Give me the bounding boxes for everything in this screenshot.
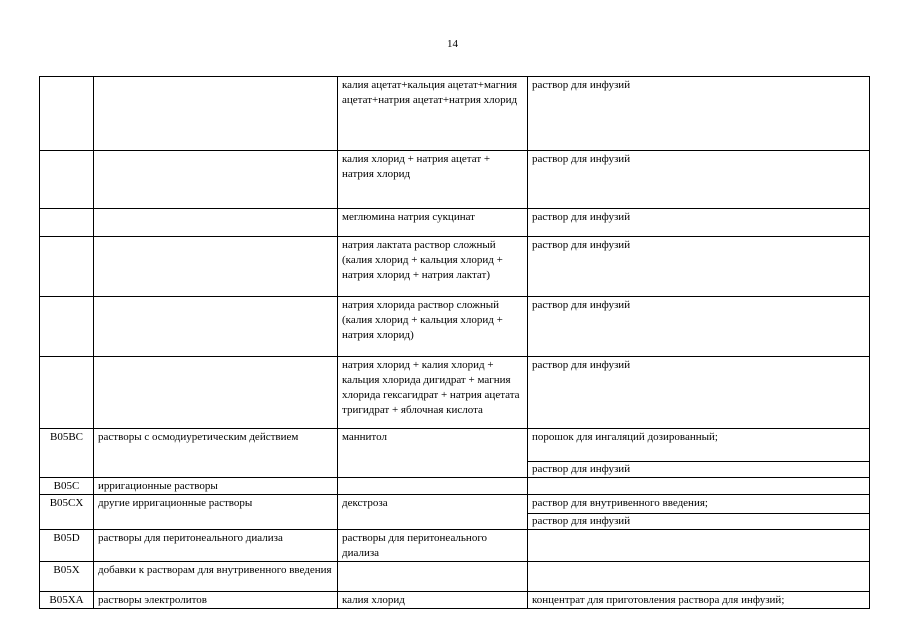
table-row [40, 209, 870, 237]
atc-group-cell [94, 209, 338, 237]
drug-name-cell [338, 478, 528, 495]
table-row [40, 592, 870, 609]
atc-group-cell [94, 297, 338, 357]
drug-name-cell: калия хлорид [338, 592, 528, 609]
atc-code-cell: B05C [40, 478, 94, 495]
drug-name-cell: натрия хлорид + калия хлорид + кальция хлорида дигидрат + магния хлорида гексагидрат + натрия ацетата тригидрат + яблочная кислота [338, 357, 528, 429]
drug-name-cell: натрия хлорида раствор сложный (калия хлорид + кальция хлорид + натрия хлорид) [338, 297, 528, 357]
table-row [40, 478, 870, 495]
dosage-form: раствор для инфузий [532, 153, 631, 165]
drug-table [39, 76, 870, 609]
dosage-form-cell [528, 357, 870, 429]
atc-code-cell [40, 357, 94, 429]
atc-group-cell [94, 77, 338, 151]
dosage-form-cell [528, 592, 870, 609]
atc-code-cell [40, 297, 94, 357]
atc-code-cell [40, 237, 94, 297]
atc-group-cell: растворы электролитов [94, 592, 338, 609]
dosage-form: раствор для инфузий [532, 239, 631, 251]
dosage-form: раствор для инфузий [532, 79, 631, 91]
dosage-form-cell [528, 495, 870, 530]
drug-name-cell: растворы для перитонеального диализа [338, 530, 528, 562]
dosage-form: раствор для инфузий [532, 359, 631, 371]
dosage-form-cell [528, 209, 870, 237]
dosage-form-cell [528, 478, 870, 495]
atc-group-cell [94, 357, 338, 429]
table-row [40, 530, 870, 562]
dosage-form: раствор для внутривенного введения; [528, 496, 869, 514]
dosage-form-cell [528, 297, 870, 357]
dosage-form: раствор для инфузий [532, 515, 631, 527]
drug-name-cell: маннитол [338, 429, 528, 478]
dosage-form: порошок для ингаляций дозированный; [528, 430, 869, 462]
atc-code-cell: B05BC [40, 429, 94, 478]
atc-group-cell: другие ирригационные растворы [94, 495, 338, 530]
drug-name-cell: меглюмина натрия сукцинат [338, 209, 528, 237]
atc-group-cell: растворы для перитонеального диализа [94, 530, 338, 562]
dosage-form-cell [528, 429, 870, 478]
atc-group-cell [94, 151, 338, 209]
atc-code-cell [40, 151, 94, 209]
dosage-form: раствор для инфузий [532, 299, 631, 311]
table-row [40, 429, 870, 478]
page-number: 14 [447, 38, 458, 50]
table-body [40, 77, 870, 609]
dosage-form: концентрат для приготовления раствора для инфузий; [532, 594, 785, 606]
table-row [40, 151, 870, 209]
atc-group-cell: ирригационные растворы [94, 478, 338, 495]
dosage-form: раствор для инфузий [532, 211, 631, 223]
table-row [40, 77, 870, 151]
atc-code-cell: B05D [40, 530, 94, 562]
atc-group-cell [94, 237, 338, 297]
atc-group-cell: растворы с осмодиуретическим действием [94, 429, 338, 478]
drug-name-cell [338, 562, 528, 592]
atc-code-cell [40, 77, 94, 151]
dosage-form-cell [528, 530, 870, 562]
dosage-form: раствор для инфузий [532, 463, 631, 475]
atc-code-cell: B05XA [40, 592, 94, 609]
atc-group-cell: добавки к растворам для внутривенного введения [94, 562, 338, 592]
table-row [40, 297, 870, 357]
dosage-form-cell [528, 562, 870, 592]
table-row [40, 357, 870, 429]
dosage-form-cell [528, 77, 870, 151]
table-row [40, 237, 870, 297]
table-row [40, 562, 870, 592]
atc-code-cell: B05CX [40, 495, 94, 530]
drug-name-cell: калия хлорид + натрия ацетат + натрия хлорид [338, 151, 528, 209]
drug-name-cell: калия ацетат+кальция ацетат+магния ацетат+натрия ацетат+натрия хлорид [338, 77, 528, 151]
atc-code-cell: B05X [40, 562, 94, 592]
atc-code-cell [40, 209, 94, 237]
table-row [40, 495, 870, 530]
dosage-form-cell [528, 237, 870, 297]
dosage-form-cell [528, 151, 870, 209]
drug-name-cell: натрия лактата раствор сложный (калия хлорид + кальция хлорид + натрия хлорид + натрия лактат) [338, 237, 528, 297]
drug-name-cell: декстроза [338, 495, 528, 530]
